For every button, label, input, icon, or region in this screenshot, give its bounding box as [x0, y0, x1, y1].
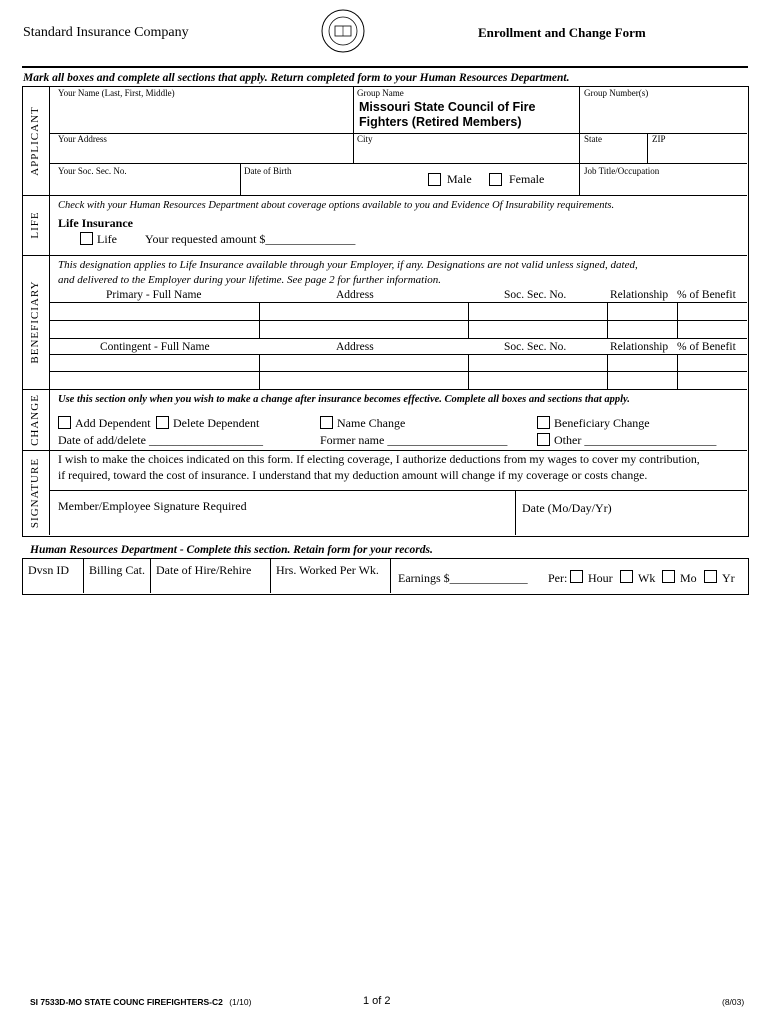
section-label-signature: SIGNATURE [29, 457, 41, 528]
header-rule [22, 66, 748, 68]
life-label: Life [97, 232, 117, 246]
form-code [30, 997, 251, 1007]
per-year-label: Yr [722, 571, 735, 585]
contingent-header-ssn: Soc. Sec. No. [504, 341, 567, 353]
zip-label: ZIP [652, 134, 666, 144]
section-label-applicant: APPLICANT [29, 105, 41, 176]
primary-header-name: Primary - Full Name [106, 289, 202, 301]
revision-date: (8/03) [722, 997, 745, 1007]
group-number-label: Group Number(s) [584, 88, 649, 98]
life-note: Check with your Human Resources Department about coverage options available to you and Evidence Of Insurability requirements. [58, 200, 615, 211]
male-checkbox[interactable] [428, 173, 441, 186]
per-month-label: Mo [680, 571, 697, 585]
company-name: Standard Insurance Company [23, 25, 189, 40]
name-change-label: Name Change [337, 416, 406, 430]
job-label: Job Title/Occupation [584, 166, 660, 176]
contingent-header-name: Contingent - Full Name [100, 341, 210, 353]
per-year-checkbox[interactable] [704, 570, 717, 583]
section-label-beneficiary: BENEFICIARY [29, 280, 41, 364]
contingent-header-address: Address [336, 341, 374, 353]
signature-statement-2: if required, toward the cost of insurance. I understand that my deduction amount will change if my coverage or costs change. [58, 468, 648, 482]
signature-date-field[interactable] [518, 515, 745, 533]
job-field[interactable] [581, 178, 745, 194]
other-field[interactable]: Other ______________________ [554, 433, 717, 447]
name-label: Your Name (Last, First, Middle) [58, 88, 175, 98]
female-label: Female [509, 172, 545, 186]
per-hour-checkbox[interactable] [570, 570, 583, 583]
per-week-checkbox[interactable] [620, 570, 633, 583]
hire-date-label: Date of Hire/Rehire [156, 563, 252, 577]
signature-label: Member/Employee Signature Required [58, 499, 247, 513]
add-dependent-label: Add Dependent [75, 416, 151, 430]
page-number: 1 of 2 [363, 995, 391, 1007]
dob-field[interactable] [242, 178, 392, 194]
primary-header-ssn: Soc. Sec. No. [504, 289, 567, 301]
life-heading: Life Insurance [58, 216, 133, 230]
state-seal-icon [320, 8, 366, 54]
contingent-header-percent: % of Benefit [677, 341, 736, 353]
beneficiary-change-checkbox[interactable] [537, 416, 550, 429]
contingent-name-field[interactable] [52, 373, 257, 388]
address-field[interactable] [52, 146, 350, 162]
delete-dependent-label: Delete Dependent [173, 416, 260, 430]
male-label: Male [447, 172, 472, 186]
earnings-field[interactable]: Earnings $_____________ [398, 571, 528, 585]
other-checkbox[interactable] [537, 433, 550, 446]
contingent-name-field[interactable] [52, 356, 257, 370]
per-hour-label: Hour [588, 571, 613, 585]
section-label-life: LIFE [29, 211, 41, 239]
city-label: City [357, 134, 373, 144]
name-field[interactable] [52, 100, 350, 131]
form-code-text: SI 7533D-MO STATE COUNC FIREFIGHTERS-C2 [30, 997, 223, 1007]
beneficiary-note-1: This designation applies to Life Insurance available through your Employer, if any. Designations are not valid unless signed, dated, [58, 259, 638, 271]
date-add-delete-field[interactable]: Date of add/delete ___________________ [58, 433, 263, 447]
dob-label: Date of Birth [244, 166, 292, 176]
state-field[interactable] [581, 146, 645, 162]
former-name-field[interactable]: Former name ____________________ [320, 433, 508, 447]
form-code-date: (1/10) [229, 997, 252, 1007]
signature-statement-1: I wish to make the choices indicated on this form. If electing coverage, I authorize deductions from my wages to cover my contribution, [58, 452, 700, 466]
primary-header-address: Address [336, 289, 374, 301]
dvsn-id-label: Dvsn ID [28, 563, 69, 577]
group-number-field[interactable] [581, 100, 745, 131]
delete-dependent-checkbox[interactable] [156, 416, 169, 429]
signature-date-label: Date (Mo/Day/Yr) [522, 501, 612, 515]
change-note: Use this section only when you wish to make a change after insurance becomes effective. Complete all boxes and sections that apply. [58, 394, 630, 405]
billing-cat-label: Billing Cat. [89, 563, 146, 577]
primary-name-field[interactable] [52, 322, 257, 337]
signature-field[interactable] [52, 513, 512, 533]
per-label: Per: [548, 571, 568, 585]
zip-field[interactable] [649, 146, 745, 162]
instructions: Mark all boxes and complete all sections that apply. Return completed form to your Human Resources Department. [23, 72, 570, 84]
city-field[interactable] [356, 146, 576, 162]
state-label: State [584, 134, 602, 144]
side-label-divider [49, 86, 50, 535]
section-label-change: CHANGE [29, 393, 41, 446]
ssn-field[interactable] [52, 178, 238, 194]
address-label: Your Address [58, 134, 107, 144]
primary-name-field[interactable] [52, 304, 257, 319]
group-name-label: Group Name [357, 88, 404, 98]
ssn-label: Your Soc. Sec. No. [58, 166, 127, 176]
add-dependent-checkbox[interactable] [58, 416, 71, 429]
beneficiary-note-2: and delivered to the Employer during your lifetime. See page 2 for further information. [58, 274, 442, 286]
primary-header-relationship: Relationship [610, 289, 669, 301]
life-amount-field[interactable]: Your requested amount $_______________ [145, 232, 356, 246]
hr-heading: Human Resources Department - Complete this section. Retain form for your records. [30, 544, 433, 556]
form-title: Enrollment and Change Form [478, 25, 646, 40]
primary-header-percent: % of Benefit [677, 289, 736, 301]
life-checkbox[interactable] [80, 232, 93, 245]
group-name-value: Missouri State Council of Fire Fighters (Retired Members) [359, 100, 536, 129]
per-month-checkbox[interactable] [662, 570, 675, 583]
name-change-checkbox[interactable] [320, 416, 333, 429]
per-week-label: Wk [638, 571, 656, 585]
contingent-header-relationship: Relationship [610, 341, 669, 353]
beneficiary-change-label: Beneficiary Change [554, 416, 650, 430]
female-checkbox[interactable] [489, 173, 502, 186]
hours-label: Hrs. Worked Per Wk. [276, 563, 379, 577]
